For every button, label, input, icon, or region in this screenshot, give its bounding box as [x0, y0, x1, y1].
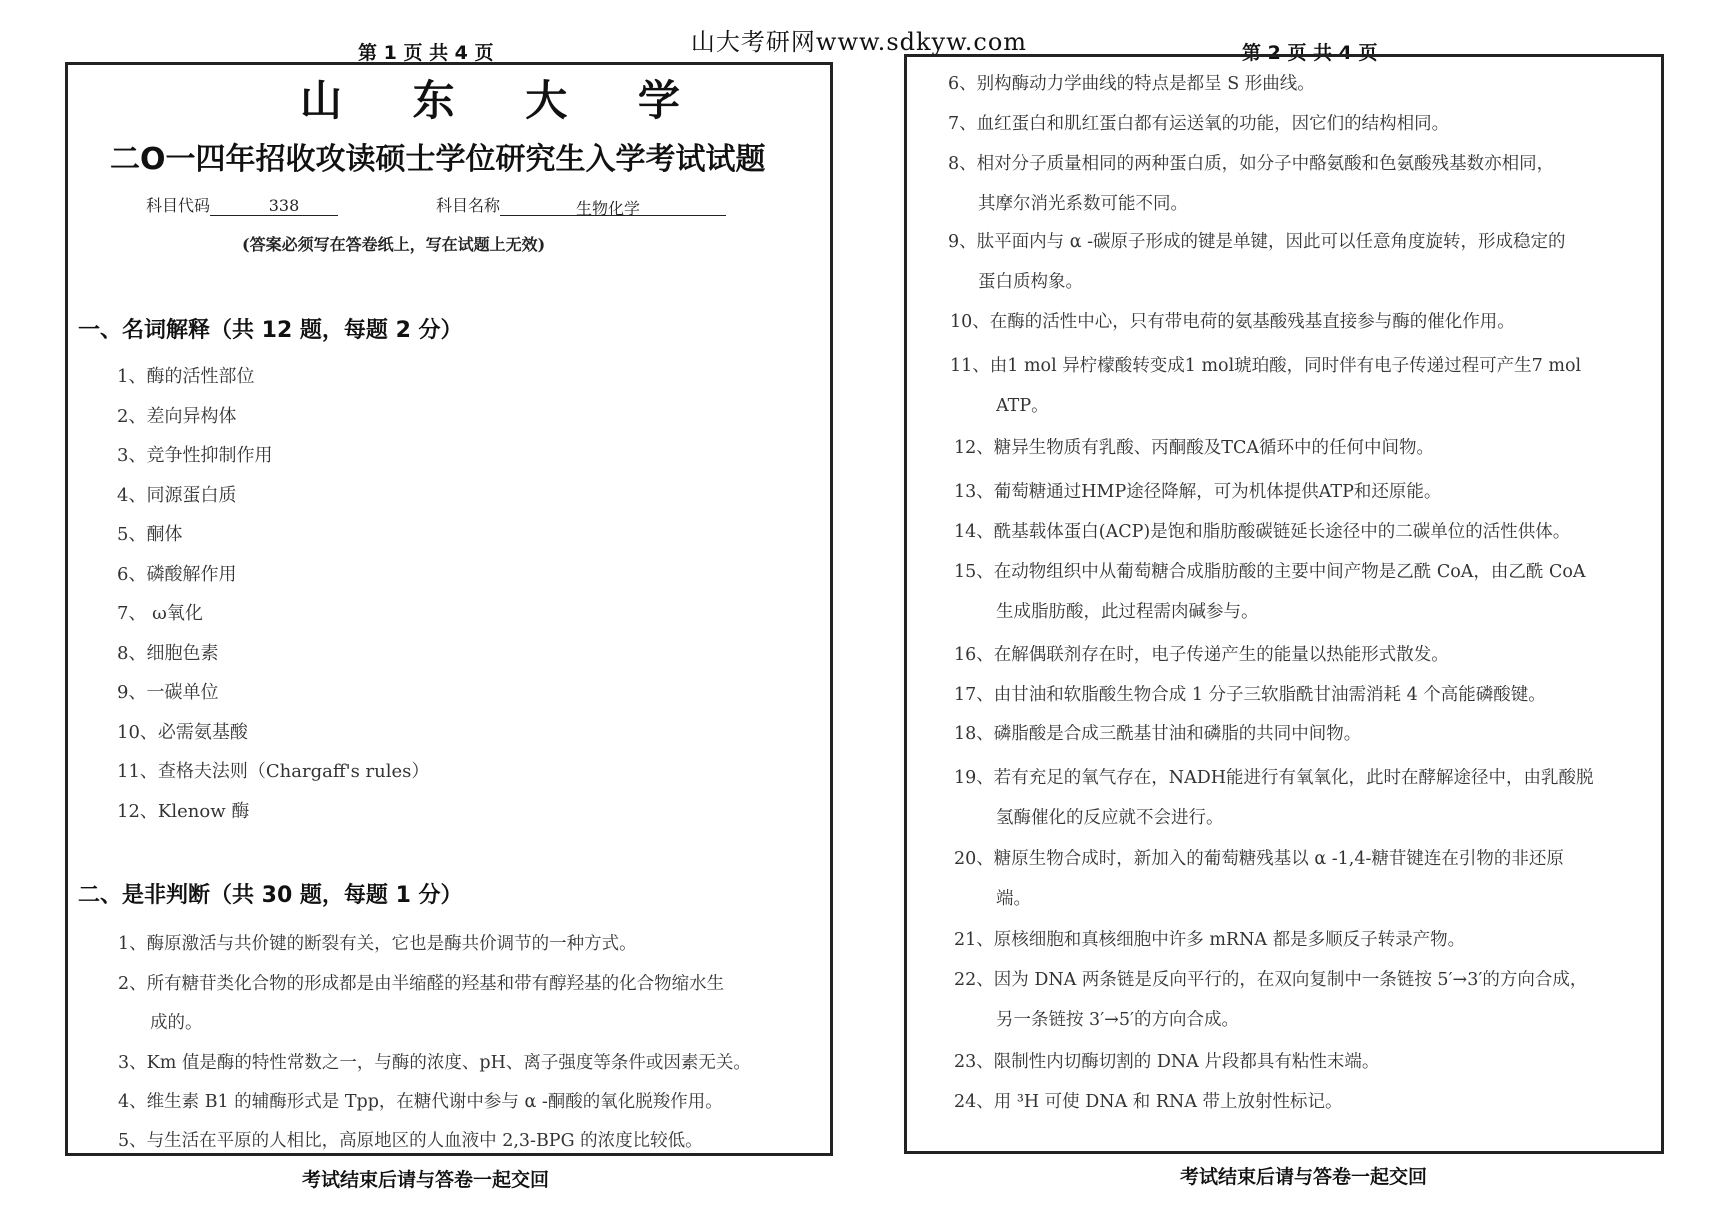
- subject-name: 生物化学: [576, 199, 641, 218]
- university-name: 山 东 大 学: [300, 76, 708, 125]
- judgment-line: 蛋白质构象。: [978, 272, 1083, 292]
- judgment-line: 8、相对分子质量相同的两种蛋白质，如分子中酪氨酸和色氨酸残基数亦相同，: [948, 154, 1555, 174]
- left-page-number: 第 1 页 共 4 页: [358, 42, 494, 64]
- subject-name-label: 科目名称: [436, 196, 501, 215]
- judgment-line: 23、限制性内切酶切割的 DNA 片段都具有粘性末端。: [954, 1052, 1380, 1072]
- judgment-line: 17、由甘油和软脂酸生物合成 1 分子三软脂酰甘油需消耗 4 个高能磷酸键。: [954, 685, 1546, 705]
- judgment-line: ATP。: [996, 396, 1049, 416]
- term-item: 6、磷酸解作用: [117, 564, 237, 585]
- judgment-line: 18、磷脂酸是合成三酰基甘油和磷脂的共同中间物。: [954, 724, 1362, 744]
- judgment-line: 1、酶原激活与共价键的断裂有关，它也是酶共价调节的一种方式。: [118, 934, 637, 954]
- judgment-line: 5、与生活在平原的人相比，高原地区的人血液中 2,3-BPG 的浓度比较低。: [118, 1131, 703, 1151]
- judgment-line: 10、在酶的活性中心，只有带电荷的氨基酸残基直接参与酶的催化作用。: [950, 312, 1515, 332]
- judgment-line: 14、酰基载体蛋白(ACP)是饱和脂肪酸碳链延长途径中的二碳单位的活性供体。: [954, 522, 1571, 542]
- subject-code-label: 科目代码: [146, 196, 211, 215]
- judgment-line: 22、因为 DNA 两条链是反向平行的，在双向复制中一条链按 5′→3′的方向合成，: [954, 970, 1588, 990]
- term-item: 8、细胞色素: [117, 643, 219, 664]
- site-header: 山大考研网www.sdkyw.com: [690, 28, 1028, 56]
- term-item: 9、一碳单位: [117, 682, 219, 703]
- term-item: 1、酶的活性部位: [117, 366, 255, 387]
- judgment-line: 21、原核细胞和真核细胞中许多 mRNA 都是多顺反子转录产物。: [954, 930, 1466, 950]
- term-item: 11、查格夫法则（Chargaff's rules）: [117, 761, 430, 782]
- term-item: 4、同源蛋白质: [117, 485, 237, 506]
- judgment-line: 13、葡萄糖通过HMP途径降解，可为机体提供ATP和还原能。: [954, 482, 1442, 502]
- subject-code-row: [146, 193, 338, 216]
- judgment-line: 19、若有充足的氧气存在，NADH能进行有氧氧化，此时在酵解途径中，由乳酸脱: [954, 768, 1594, 788]
- term-item: 7、 ω氧化: [117, 603, 203, 624]
- judgment-line: 生成脂肪酸，此过程需肉碱参与。: [996, 602, 1259, 622]
- subject-name-row: [436, 193, 726, 216]
- section1-heading: 一、名词解释（共 12 题，每题 2 分）: [78, 318, 463, 343]
- judgment-line: 9、肽平面内与 α -碳原子形成的键是单键，因此可以任意角度旋转，形成稳定的: [948, 232, 1566, 252]
- right-page-number: 第 2 页 共 4 页: [1242, 42, 1378, 64]
- term-item: 10、必需氨基酸: [117, 722, 248, 743]
- judgment-line: 12、糖异生物质有乳酸、丙酮酸及TCA循环中的任何中间物。: [954, 438, 1434, 458]
- judgment-line: 16、在解偶联剂存在时，电子传递产生的能量以热能形式散发。: [954, 645, 1449, 665]
- judgment-line: 另一条链按 3′→5′的方向合成。: [996, 1010, 1239, 1030]
- judgment-line: 端。: [996, 889, 1031, 909]
- exam-title: 二O一四年招收攻读硕士学位研究生入学考试试题: [110, 142, 766, 177]
- subject-code: 338: [268, 196, 300, 215]
- judgment-line: 24、用 ³H 可使 DNA 和 RNA 带上放射性标记。: [954, 1092, 1343, 1112]
- judgment-line: 20、糖原生物合成时，新加入的葡萄糖残基以 α -1,4-糖苷键连在引物的非还原: [954, 849, 1564, 869]
- section2-heading: 二、是非判断（共 30 题，每题 1 分）: [78, 883, 463, 908]
- judgment-line: 7、血红蛋白和肌红蛋白都有运送氧的功能，因它们的结构相同。: [948, 114, 1450, 134]
- term-item: 2、差向异构体: [117, 406, 237, 427]
- judgment-line: 氢酶催化的反应就不会进行。: [996, 808, 1224, 828]
- term-item: 3、竞争性抑制作用: [117, 445, 273, 466]
- judgment-line: 11、由1 mol 异柠檬酸转变成1 mol琥珀酸，同时伴有电子传递过程可产生7 mol: [950, 356, 1582, 376]
- judgment-line: 4、维生素 B1 的辅酶形式是 Tpp，在糖代谢中参与 α -酮酸的氧化脱羧作用。: [118, 1092, 723, 1112]
- judgment-line: 其摩尔消光系数可能不同。: [978, 194, 1188, 214]
- judgment-line: 6、别构酶动力学曲线的特点是都呈 S 形曲线。: [948, 74, 1315, 94]
- term-item: 5、酮体: [117, 524, 183, 545]
- answer-notice: (答案必须写在答卷纸上，写在试题上无效): [242, 235, 546, 254]
- judgment-line: 2、所有糖苷类化合物的形成都是由半缩醛的羟基和带有醇羟基的化合物缩水生: [118, 974, 725, 994]
- right-footer-note: 考试结束后请与答卷一起交回: [1180, 1166, 1428, 1188]
- term-item: 12、Klenow 酶: [117, 801, 250, 822]
- judgment-line: 3、Km 值是酶的特性常数之一，与酶的浓度、pH、离子强度等条件或因素无关。: [118, 1053, 751, 1073]
- judgment-line: 15、在动物组织中从葡萄糖合成脂肪酸的主要中间产物是乙酰 CoA，由乙酰 CoA: [954, 562, 1586, 582]
- judgment-line: 成的。: [150, 1013, 203, 1033]
- left-footer-note: 考试结束后请与答卷一起交回: [302, 1169, 550, 1191]
